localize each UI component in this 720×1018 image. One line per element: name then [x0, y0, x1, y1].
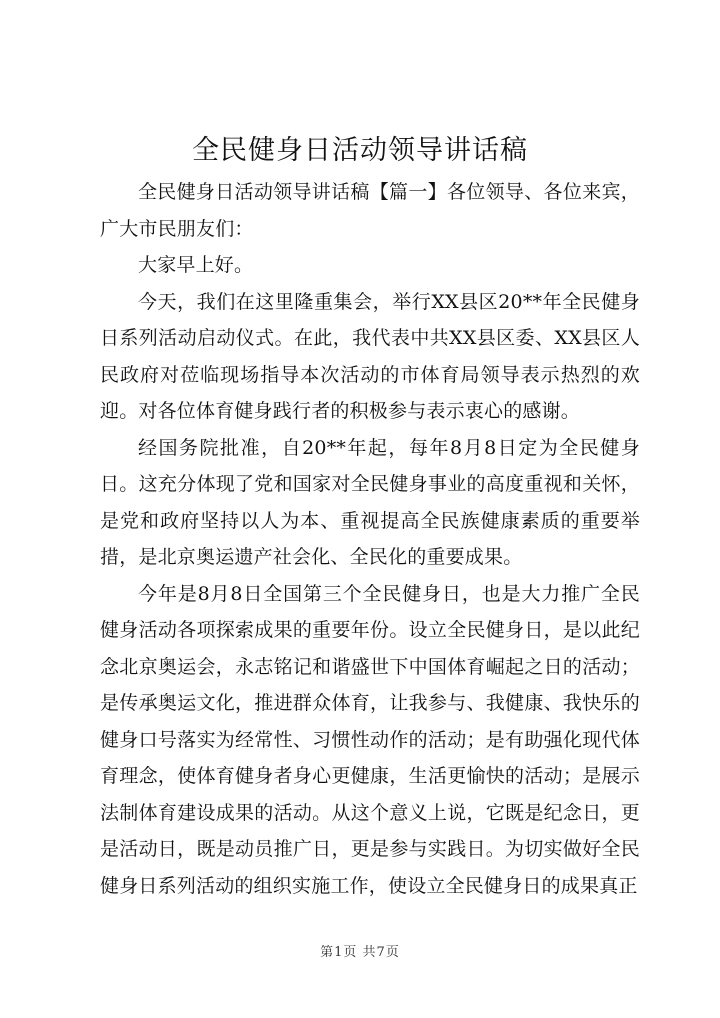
- paragraph-greeting: 全民健身日活动领导讲话稿【篇一】各位领导、各位来宾，广大市民朋友们：: [100, 181, 640, 240]
- document-title: 全民健身日活动领导讲话稿: [192, 135, 528, 166]
- paragraph-good-morning: 大家早上好。: [138, 254, 254, 276]
- paragraph-significance: 今年是8月8日全国第三个全民健身日，也是大力推广全民健身活动各项探索成果的重要年份。设立全民健身日，是以此纪念北京奥运会，永志铭记和谐盛世下中国体育崛起之日的活动；是传承奥运文化，推进群众体育，让我参与、我健康、我快乐的健身口号落实为经常性、习惯性动作的活动；是有助强化现代体育理念，使体育健身者身心更健康，生活更愉快的活动；是展示法制体育建设成果的活动。从这个意义上说，它既是纪念日，更是活动日，既是动员推广日，更是参与实践日。为切实做好全民健身日系列活动的组织实施工作，使设立全民健身日的成果真正: [100, 582, 640, 897]
- page-number-footer: 第1页 共7页: [320, 945, 400, 960]
- paragraph-approval: 经国务院批准，自20**年起，每年8月8日定为全民健身日。这充分体现了党和国家对全民健身事业的高度重视和关怀，是党和政府坚持以人为本、重视提高全民族健康素质的重要举措，是北京奥运遗产社会化、全民化的重要成果。: [100, 436, 640, 568]
- document-body: [100, 174, 640, 904]
- paragraph-ceremony: 今天，我们在这里隆重集会，举行XX县区20**年全民健身日系列活动启动仪式。在此，我代表中共XX县区委、XX县区人民政府对莅临现场指导本次活动的市体育局领导表示热烈的欢迎。对各位体育健身践行者的积极参与表示衷心的感谢。: [100, 290, 640, 422]
